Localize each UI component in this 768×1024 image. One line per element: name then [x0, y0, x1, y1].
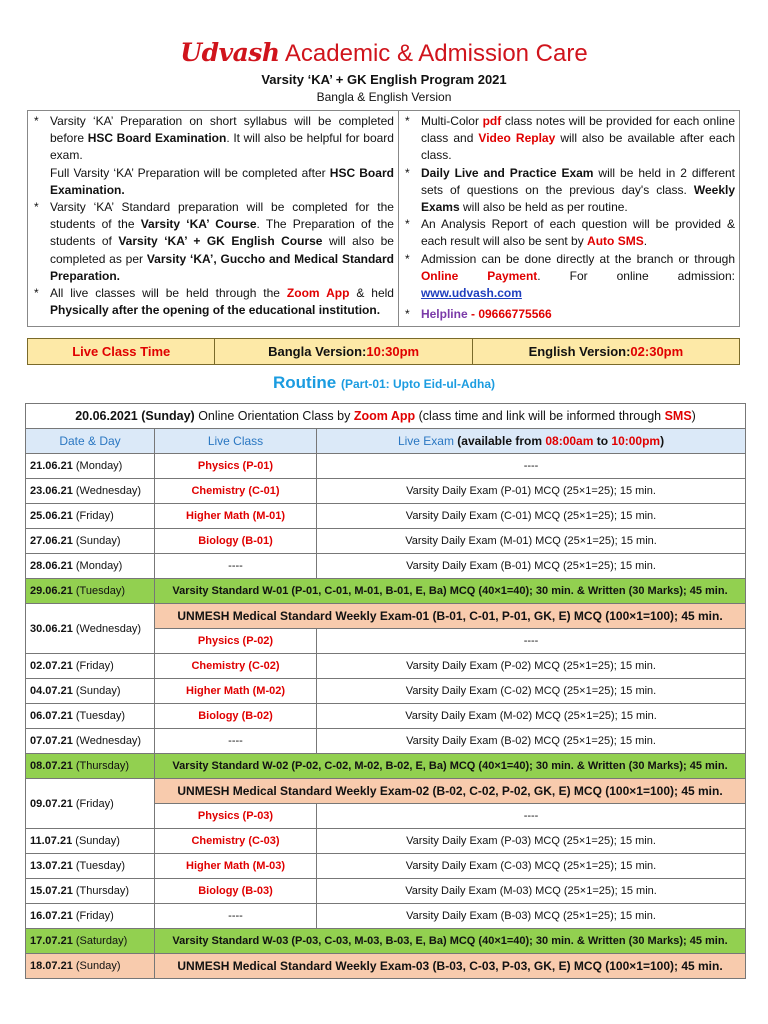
info-bullet: * Varsity ‘KA’ Preparation on short syllabus will be completed before HSC Board Examination. It will also be helpful for board exam. Full Varsity ‘KA’ Preparation will be completed after HSC Board Examination. — [34, 114, 394, 197]
version-line: Bangla & English Version — [316, 90, 452, 104]
udvash-logo: Udvash — [180, 38, 280, 67]
table-row: 11.07.21 (Sunday) Chemistry (C-03) Varsity Daily Exam (P-03) MCQ (25×1=25); 15 min. — [26, 829, 746, 854]
page-title — [0, 38, 768, 69]
table-row: 27.06.21 (Sunday) Biology (B-01) Varsity Daily Exam (M-01) MCQ (25×1=25); 15 min. — [26, 529, 746, 554]
table-row: 25.06.21 (Friday) Higher Math (M-01) Varsity Daily Exam (C-01) MCQ (25×1=25); 15 min. — [26, 504, 746, 529]
info-bullet: * An Analysis Report of each question will be provided & each result will also be sent by Auto SMS. — [404, 217, 735, 249]
table-row: 28.06.21 (Monday) ---- Varsity Daily Exam (B-01) MCQ (25×1=25); 15 min. — [26, 554, 746, 579]
unmesh-exam-cell: UNMESH Medical Standard Weekly Exam-01 (B-01, C-01, P-01, GK, E) MCQ (100×1=100); 45 min. — [155, 604, 746, 629]
table-row: 15.07.21 (Thursday) Biology (B-03) Varsity Daily Exam (M-03) MCQ (25×1=25); 15 min. — [26, 879, 746, 904]
table-row: 23.06.21 (Wednesday) Chemistry (C-01) Varsity Daily Exam (P-01) MCQ (25×1=25); 15 min. — [26, 479, 746, 504]
live-class-time-label: Live Class Time — [28, 339, 215, 364]
info-box — [27, 110, 740, 327]
asterisk-icon: * — [404, 307, 410, 322]
weekly-exam-row: 17.07.21 (Saturday) Varsity Standard W-03 (P-03, C-03, M-03, B-03, E, Ba) MCQ (40×1=40); 30 min. & Written (30 Marks); 45 min. — [26, 929, 746, 954]
table-row: 06.07.21 (Tuesday) Biology (B-02) Varsity Daily Exam (M-02) MCQ (25×1=25); 15 min. — [26, 704, 746, 729]
helpline-number[interactable]: 09666775566 — [478, 307, 552, 322]
info-bullet: * All live classes will be held through the Zoom App & held Physically after the opening of the educational institution. — [34, 286, 394, 318]
table-row: 09.07.21 (Friday) UNMESH Medical Standard Weekly Exam-02 (B-02, C-02, P-02, GK, E) MCQ (100×1=100); 45 min. — [26, 779, 746, 804]
info-bullet: * Admission can be done directly at the branch or through Online Payment. For online admission: www.udvash.com — [404, 251, 735, 301]
asterisk-icon: * — [34, 114, 39, 128]
table-row: 07.07.21 (Wednesday) ---- Varsity Daily Exam (B-02) MCQ (25×1=25); 15 min. — [26, 729, 746, 754]
table-row: 30.06.21 (Wednesday) UNMESH Medical Standard Weekly Exam-01 (B-01, C-01, P-01, GK, E) MCQ (100×1=100); 45 min. — [26, 604, 746, 629]
info-bullet: * Varsity ‘KA’ Standard preparation will be completed for the students of the Varsity ‘KA’ Course. The Preparation of the students of Varsity ‘KA’ + GK English Course will also be completed as per Varsity ‘KA’, Guccho and Medical Standard Preparation. — [34, 200, 394, 283]
weekly-exam-row: 08.07.21 (Thursday) Varsity Standard W-02 (P-02, C-02, M-02, B-02, E, Ba) MCQ (40×1=40); 30 min. & Written (30 Marks); 45 min. — [26, 754, 746, 779]
orientation-row: 20.06.2021 (Sunday) Online Orientation Class by Zoom App (class time and link will be informed through SMS) — [26, 404, 746, 429]
table-row: 16.07.21 (Friday) ---- Varsity Daily Exam (B-03) MCQ (25×1=25); 15 min. — [26, 904, 746, 929]
col-live-class: Live Class — [155, 429, 317, 454]
routine-table — [25, 403, 746, 979]
routine-part: (Part-01: Upto Eid-ul-Adha) — [341, 377, 495, 391]
table-row: 21.06.21 (Monday) Physics (P-01) ---- — [26, 454, 746, 479]
table-row: 04.07.21 (Sunday) Higher Math (M-02) Varsity Daily Exam (C-02) MCQ (25×1=25); 15 min. — [26, 679, 746, 704]
asterisk-icon: * — [404, 165, 410, 180]
info-bullet: * Multi-Color pdf class notes will be provided for each online class and Video Replay will also be available after each class. — [404, 114, 736, 163]
helpline: * Helpline - 09666775566 — [403, 306, 735, 323]
routine-title: Routine (Part-01: Upto Eid-ul-Adha) — [272, 373, 495, 392]
info-left-column — [28, 111, 399, 326]
bangla-version-time: Bangla Version: 10:30pm — [215, 339, 472, 364]
info-bullet: * Daily Live and Practice Exam will be held in 2 different sets of questions on the previous day's class. Weekly Exams will also be held as per routine. — [404, 165, 735, 215]
asterisk-icon: * — [34, 200, 39, 215]
table-header — [26, 429, 746, 454]
asterisk-icon: * — [34, 286, 39, 301]
col-date-day: Date & Day — [26, 429, 155, 454]
unmesh-exam-cell: UNMESH Medical Standard Weekly Exam-02 (B-02, C-02, P-02, GK, E) MCQ (100×1=100); 45 min. — [155, 779, 746, 804]
english-version-time: English Version: 02:30pm — [528, 344, 684, 359]
asterisk-icon: * — [404, 114, 410, 128]
unmesh-exam-row: 18.07.21 (Sunday) UNMESH Medical Standard Weekly Exam-03 (B-03, C-03, P-03, GK, E) MCQ (100×1=100); 45 min. — [26, 954, 746, 979]
website-link[interactable]: www.udvash.com — [420, 286, 522, 301]
asterisk-icon: * — [404, 217, 410, 232]
table-row: 02.07.21 (Friday) Chemistry (C-02) Varsity Daily Exam (P-02) MCQ (25×1=25); 15 min. — [26, 654, 746, 679]
table-row: 13.07.21 (Tuesday) Higher Math (M-03) Varsity Daily Exam (C-03) MCQ (25×1=25); 15 min. — [26, 854, 746, 879]
title-text: Academic & Admission Care — [284, 40, 588, 67]
col-live-exam: Live Exam (available from 08:00am to 10:00pm) — [317, 429, 746, 454]
live-class-time-bar — [27, 338, 740, 365]
table-row: Physics (P-03) ---- — [26, 804, 746, 829]
table-row: Physics (P-02) ---- — [26, 629, 746, 654]
program-subtitle: Varsity ‘KA’ + GK English Program 2021 — [261, 72, 507, 87]
asterisk-icon: * — [404, 251, 410, 266]
weekly-exam-row: 29.06.21 (Tuesday) Varsity Standard W-01 (P-01, C-01, M-01, B-01, E, Ba) MCQ (40×1=40); 30 min. & Written (30 Marks); 45 min. — [26, 579, 746, 604]
page-header — [0, 38, 768, 105]
info-right-column — [399, 111, 739, 326]
